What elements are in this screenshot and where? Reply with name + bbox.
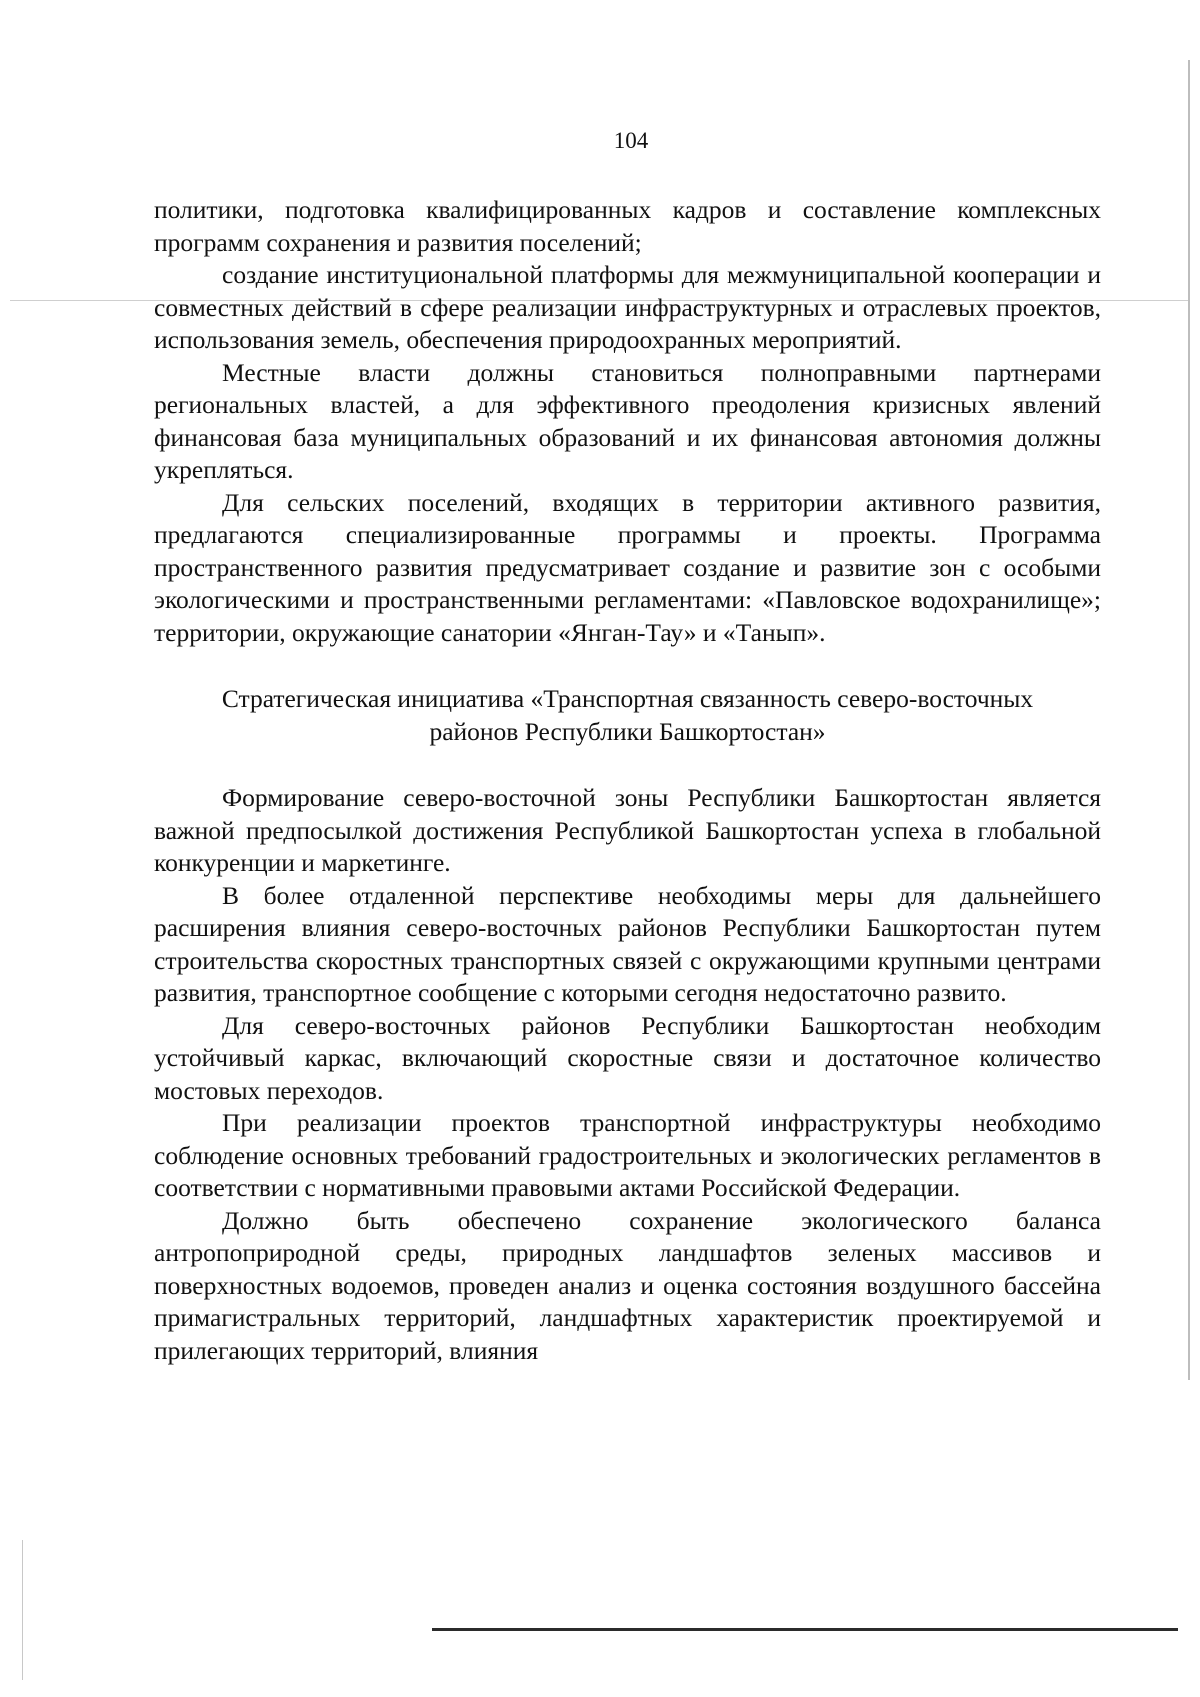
paragraph: При реализации проектов транспортной инфраструктуры необходимо соблюдение основных требований градостроительных и экологических регламентов в соответствии с нормативными правовыми актами Российской Федерации. — [154, 1108, 1101, 1202]
document-body — [154, 194, 1101, 1367]
page-number: 104 — [613, 128, 649, 153]
scan-page-edge-left — [22, 1540, 23, 1680]
paragraph: Местные власти должны становиться полноправными партнерами региональных властей, а для эффективного преодоления кризисных явлений финансовая база муниципальных образований и их финансовая автономия должны укрепляться. — [154, 357, 1101, 484]
paragraph: Для сельских поселений, входящих в территории активного развития, предлагаются специализированные программы и проекты. Программа пространственного развития предусматривает создание и развитие зон с особыми экологическими и пространственными регламентами: «Павловское водохранилище»; территории, окружающие санатории «Янган-Тау» и «Танып». — [154, 487, 1101, 647]
paragraph: Для северо-восточных районов Республики Башкортостан необходим устойчивый каркас, включающий скоростные связи и достаточное количество мостовых переходов. — [154, 1010, 1101, 1105]
scan-artifact-bottom-line — [432, 1628, 1178, 1631]
section-heading-line-2: районов Республики Башкортостан» — [429, 716, 826, 746]
section-heading-line-1: Стратегическая инициатива «Транспортная связанность северо-восточных — [221, 684, 1034, 713]
paragraph-continuation: политики, подготовка квалифицированных кадров и составление комплексных программ сохранения и развития поселений; — [154, 195, 1101, 257]
paragraph: создание институциональной платформы для межмуниципальной кооперации и совместных действий в сфере реализации инфраструктурных и отраслевых проектов, использования земель, обеспечения природоохранных мероприятий. — [154, 260, 1101, 354]
section-heading — [154, 683, 1101, 748]
paragraph: В более отдаленной перспективе необходимы меры для дальнейшего расширения влияния северо-восточных районов Республики Башкортостан путем строительства скоростных транспортных связей с окружающими крупными центрами развития, транспортное сообщение с которыми сегодня недостаточно развито. — [154, 880, 1101, 1007]
paragraph: Должно быть обеспечено сохранение экологического баланса антропоприродной среды, природных ландшафтов зеленых массивов и поверхностных водоемов, проведен анализ и оценка состояния воздушного бассейна примагистральных территорий, ландшафтных характеристик проектируемой и прилегающих территорий, влияния — [154, 1205, 1101, 1365]
scan-page-edge-right — [1188, 60, 1190, 1380]
paragraph: Формирование северо-восточной зоны Республики Башкортостан является важной предпосылкой достижения Республикой Башкортостан успеха в глобальной конкуренции и маркетинге. — [154, 783, 1101, 877]
